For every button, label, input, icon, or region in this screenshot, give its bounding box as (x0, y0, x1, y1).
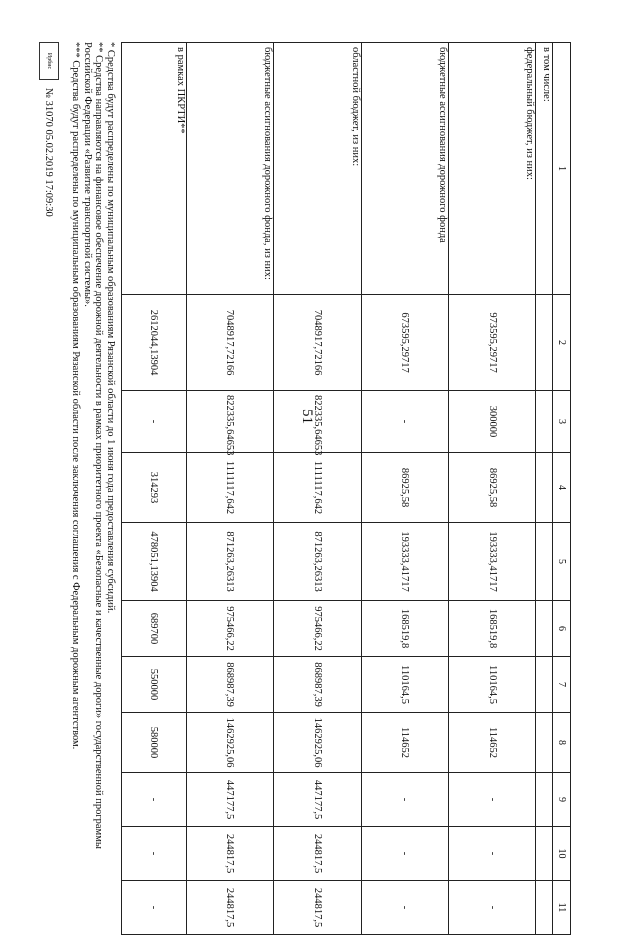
stamp-logo: Ирбис (39, 42, 59, 80)
header-cell: 8 (552, 713, 570, 773)
value-cell: 447177,5 (186, 773, 273, 827)
row-label: областной бюджет, из них: (274, 43, 361, 295)
value-cell: 1111117,642 (274, 453, 361, 523)
value-cell (536, 827, 552, 881)
header-cell: 7 (552, 657, 570, 713)
value-cell: 478051,13904 (122, 523, 187, 601)
value-cell: 86925,58 (361, 453, 448, 523)
value-cell: 114652 (449, 713, 536, 773)
page-number: 51 (299, 409, 315, 424)
footnote-3: *** Средства будут распределены по муниципальным образованиям Рязанской области после заключения соглашения с Федеральным дорожным агентством. (70, 42, 82, 750)
value-cell (536, 295, 552, 391)
value-cell: 673595,29717 (361, 295, 448, 391)
value-cell: 868987,39 (186, 657, 273, 713)
value-cell (536, 881, 552, 935)
header-cell: 4 (552, 453, 570, 523)
value-cell: 86925,58 (449, 453, 536, 523)
value-cell: 110164,5 (361, 657, 448, 713)
value-cell: 580000 (122, 713, 187, 773)
value-cell: 314293 (122, 453, 187, 523)
table-row (536, 43, 552, 935)
value-cell (536, 773, 552, 827)
header-cell: 5 (552, 523, 570, 601)
header-cell: 3 (552, 391, 570, 453)
value-cell: 871263,26313 (274, 523, 361, 601)
value-cell: 244817,5 (186, 827, 273, 881)
value-cell: - (449, 773, 536, 827)
header-cell: 9 (552, 773, 570, 827)
value-cell (536, 453, 552, 523)
value-cell: 822335,64653 (186, 391, 273, 453)
value-cell: 871263,26313 (186, 523, 273, 601)
value-cell: 7048917,72166 (186, 295, 273, 391)
value-cell: - (449, 881, 536, 935)
row-label: в рамках ПКРТИ** (122, 43, 187, 295)
value-cell: 114652 (361, 713, 448, 773)
header-cell: 1 (552, 43, 570, 295)
value-cell: - (449, 827, 536, 881)
value-cell: 973595,29717 (449, 295, 536, 391)
value-cell (536, 601, 552, 657)
header-cell: 2 (552, 295, 570, 391)
value-cell: - (122, 881, 187, 935)
header-cell: 6 (552, 601, 570, 657)
row-label: бюджетные ассигнования дорожного фонда (361, 43, 448, 295)
value-cell: 244817,5 (274, 881, 361, 935)
document-number: № 31070 05.02.2019 17:09:30 (43, 88, 55, 217)
value-cell: 110164,5 (449, 657, 536, 713)
value-cell: - (361, 391, 448, 453)
value-cell: - (122, 773, 187, 827)
value-cell: 868987,39 (274, 657, 361, 713)
row-label: федеральный бюджет, из них: (449, 43, 536, 295)
value-cell (536, 391, 552, 453)
value-cell: 689700 (122, 601, 187, 657)
value-cell: 168519,8 (449, 601, 536, 657)
value-cell: 550000 (122, 657, 187, 713)
footnote-1: * Средства будут распределены по муниципальным образованиям Рязанской области до 1 июня года предоставления субсидий. (105, 42, 116, 614)
row-label: в том числе: (536, 43, 552, 295)
row-label: бюджетные ассигнования дорожного фонда, из них: (186, 43, 273, 295)
value-cell: 193333,41717 (361, 523, 448, 601)
document-stamp (39, 42, 59, 217)
value-cell: - (361, 881, 448, 935)
value-cell: - (361, 827, 448, 881)
value-cell: 975466,22 (186, 601, 273, 657)
value-cell: - (122, 391, 187, 453)
value-cell: 1111117,642 (186, 453, 273, 523)
value-cell: 822335,64653 (274, 391, 361, 453)
value-cell: 168519,8 (361, 601, 448, 657)
budget-table (121, 42, 571, 935)
table-row (122, 43, 187, 935)
value-cell: 300000 (449, 391, 536, 453)
value-cell: 2612044,13904 (122, 295, 187, 391)
value-cell: 1462925,06 (274, 713, 361, 773)
header-cell: 11 (552, 881, 570, 935)
value-cell: 1462925,06 (186, 713, 273, 773)
value-cell (536, 523, 552, 601)
header-row (552, 43, 570, 935)
value-cell (536, 713, 552, 773)
value-cell: 193333,41717 (449, 523, 536, 601)
table-row (449, 43, 536, 935)
table-row (274, 43, 361, 935)
header-cell: 10 (552, 827, 570, 881)
value-cell: 975466,22 (274, 601, 361, 657)
footnotes (70, 42, 116, 884)
value-cell: - (361, 773, 448, 827)
value-cell: 7048917,72166 (274, 295, 361, 391)
value-cell (536, 657, 552, 713)
table-row (361, 43, 448, 935)
value-cell: - (122, 827, 187, 881)
footnote-2: ** Средства направляются на финансовое обеспечение дорожной деятельности в рамках приоритетного проекта «Безопасные и качественные дороги» государственной программы Российской Федерации «Развитие транспортной системы». (82, 42, 105, 849)
value-cell: 244817,5 (274, 827, 361, 881)
value-cell: 244817,5 (186, 881, 273, 935)
value-cell: 447177,5 (274, 773, 361, 827)
table-row (186, 43, 273, 935)
